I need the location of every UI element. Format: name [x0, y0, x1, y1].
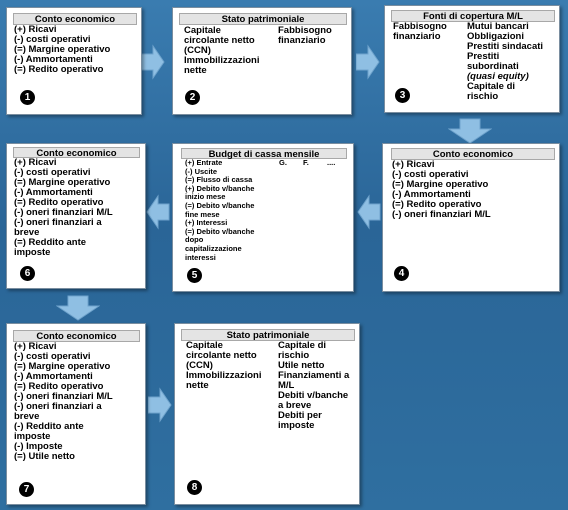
- line: finanziario: [278, 35, 326, 46]
- line: (+) Debito v/banche: [185, 183, 255, 193]
- line: Utile netto: [278, 360, 325, 371]
- line: Fabbisogno: [393, 21, 447, 32]
- arrow-4-to-5: [357, 194, 381, 230]
- line: circolante netto: [184, 35, 255, 46]
- box-stato-patrimoniale-8: [174, 323, 360, 505]
- box-budget-cassa-5: [172, 143, 354, 292]
- line: imposte: [14, 247, 51, 258]
- box-conto-economico-7: [6, 323, 146, 505]
- line: (-) costi operativi: [392, 169, 469, 180]
- line: (-) costi operativi: [14, 167, 91, 178]
- line: (-) oneri finanziari a: [14, 401, 102, 412]
- step-number-badge: 3: [395, 88, 410, 103]
- line: rischio: [467, 91, 499, 102]
- line: (+) Interessi: [185, 218, 228, 228]
- line: (=) Utile netto: [14, 451, 75, 462]
- box-lines: [14, 158, 113, 258]
- line: (=) Reddito ante: [14, 237, 87, 248]
- box-right-column: [467, 22, 543, 102]
- line: circolante netto: [186, 350, 257, 361]
- line: (+) Ricavi: [14, 24, 57, 35]
- step-number-badge: 4: [394, 266, 409, 281]
- box-header: Conto economico: [13, 330, 140, 342]
- step-number-badge: 7: [19, 482, 34, 497]
- box-header: Stato patrimoniale: [179, 13, 347, 25]
- box-lines: [14, 342, 113, 462]
- line: (=) Redito operativo: [14, 197, 104, 208]
- line: breve: [14, 411, 40, 422]
- line: Prestiti sindacati: [467, 41, 544, 52]
- line: interessi: [185, 252, 216, 262]
- box-left-column: [184, 26, 259, 76]
- line: (-) Ammortamenti: [14, 371, 93, 382]
- step-number-badge: 6: [20, 266, 35, 281]
- box-budget-lines: [185, 159, 345, 262]
- line: Immobilizzazioni: [184, 55, 260, 66]
- line: breve: [14, 227, 40, 238]
- box-right-column: [278, 26, 332, 46]
- line: (=) Redito operativo: [14, 381, 104, 392]
- column-g: G.: [279, 158, 287, 167]
- box-lines: [392, 160, 491, 220]
- column-more: ....: [327, 158, 336, 167]
- line: fine mese: [185, 209, 220, 219]
- line: Capitale: [186, 340, 223, 351]
- step-number-badge: 5: [187, 268, 202, 283]
- line: Capitale di: [278, 340, 327, 351]
- box-left-column: [186, 341, 261, 391]
- line: (=) Margine operativo: [14, 44, 111, 55]
- arrow-3-to-4: [448, 118, 492, 144]
- line: (-) Ammortamenti: [14, 187, 93, 198]
- box-conto-economico-4: [382, 143, 560, 292]
- line: (-) Reddito ante: [14, 421, 84, 432]
- line: (-) oneri finanziari M/L: [14, 391, 113, 402]
- arrow-6-to-7: [56, 295, 100, 321]
- arrow-2-to-3: [356, 44, 380, 80]
- box-header: Stato patrimoniale: [181, 329, 355, 341]
- line: finanziario: [393, 31, 441, 42]
- line: (+) Ricavi: [14, 157, 57, 168]
- line: (+) Entrate: [185, 158, 223, 167]
- line: capitalizzazione: [185, 243, 242, 253]
- line: inizio mese: [185, 192, 226, 202]
- line: (=) Redito operativo: [14, 64, 104, 75]
- line: Capitale: [184, 25, 221, 36]
- line: (-) Ammortamenti: [392, 189, 471, 200]
- line: (CCN): [186, 360, 213, 371]
- line: Obbligazioni: [467, 31, 524, 42]
- box-fonti-copertura-3: [384, 5, 560, 113]
- line: (+) Ricavi: [14, 341, 57, 352]
- box-header: Budget di cassa mensile: [181, 148, 347, 159]
- step-number-badge: 1: [20, 90, 35, 105]
- arrow-7-to-8: [148, 387, 172, 423]
- line: rischio: [278, 350, 310, 361]
- line: Immobilizzazioni: [186, 370, 262, 381]
- box-header: Fonti di copertura M/L: [391, 10, 555, 22]
- line: nette: [186, 380, 209, 391]
- budget-header-row: [185, 159, 345, 168]
- line: (=) Margine operativo: [14, 361, 111, 372]
- arrow-5-to-6: [146, 194, 170, 230]
- line: (-) Uscite: [185, 166, 218, 176]
- line: dopo: [185, 235, 204, 245]
- line: (=) Redito operativo: [392, 199, 482, 210]
- line: (=) Margine operativo: [14, 177, 111, 188]
- line: (=) Margine operativo: [392, 179, 489, 190]
- line: (+) Ricavi: [392, 159, 435, 170]
- step-number-badge: 8: [187, 480, 202, 495]
- line: a breve: [278, 400, 312, 411]
- line: Capitale di: [467, 81, 516, 92]
- line: Mutui bancari: [467, 21, 529, 32]
- box-conto-economico-1: [6, 7, 142, 115]
- box-header: Conto economico: [391, 148, 555, 160]
- box-conto-economico-6: [6, 143, 146, 289]
- box-header: Conto economico: [13, 147, 140, 158]
- line: (-) oneri finanziari a: [14, 217, 102, 228]
- line: Debiti v/banche: [278, 390, 349, 401]
- box-header: Conto economico: [13, 13, 137, 25]
- line: nette: [184, 65, 207, 76]
- line: (-) oneri finanziari M/L: [14, 207, 113, 218]
- line: (=) Debito v/banche: [185, 226, 255, 236]
- line: (-) Ammortamenti: [14, 54, 93, 65]
- line: (-) oneri finanziari M/L: [392, 209, 491, 220]
- line: (=) Debito v/banche: [185, 200, 255, 210]
- line: (-) Imposte: [14, 441, 63, 452]
- box-right-column: [278, 341, 349, 431]
- box-left-column: [393, 22, 447, 42]
- line: (CCN): [184, 45, 211, 56]
- step-number-badge: 2: [185, 90, 200, 105]
- line: Prestiti: [467, 51, 500, 62]
- line: imposte: [14, 431, 51, 442]
- box-stato-patrimoniale-2: [172, 7, 352, 115]
- line: (-) costi operativi: [14, 351, 91, 362]
- line: M/L: [278, 380, 295, 391]
- column-f: F.: [303, 158, 309, 167]
- line: (-) costi operativi: [14, 34, 91, 45]
- line: imposte: [278, 420, 315, 431]
- line: Debiti per: [278, 410, 322, 421]
- line: subordinati: [467, 61, 519, 72]
- line: (=) Flusso di cassa: [185, 175, 253, 185]
- box-lines: [14, 25, 110, 75]
- line: Finanziamenti a: [278, 370, 350, 381]
- line-italic: (quasi equity): [467, 71, 529, 82]
- arrow-1-to-2: [141, 44, 165, 80]
- line: Fabbisogno: [278, 25, 332, 36]
